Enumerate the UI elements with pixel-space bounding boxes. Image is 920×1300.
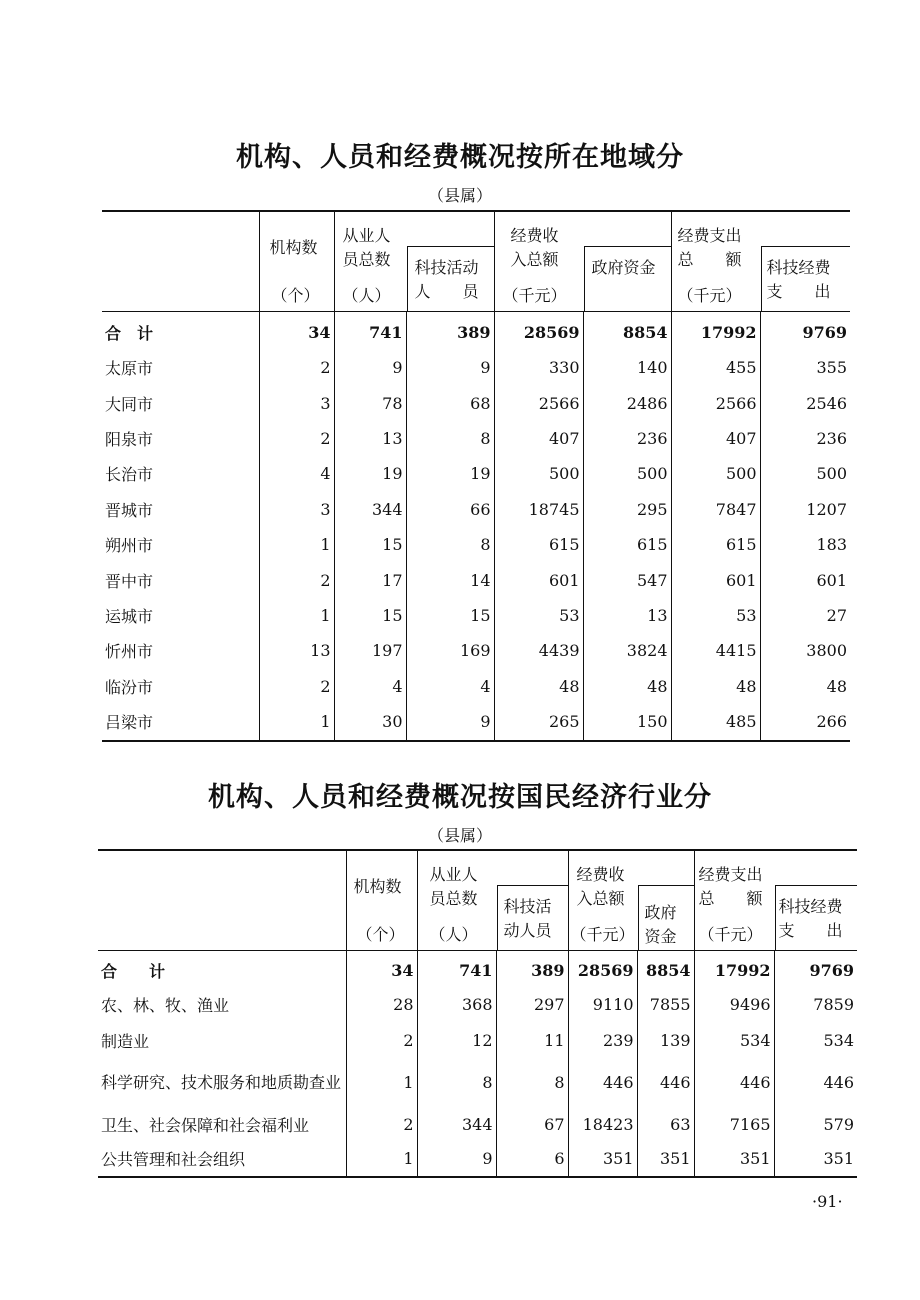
cell: 8854 (637, 950, 694, 987)
table-row (102, 562, 850, 597)
cell: 48 (583, 669, 671, 704)
cell: 2 (346, 1022, 417, 1058)
table2-header-expense-2: 总 额 (698, 889, 763, 908)
cell: 615 (494, 527, 583, 562)
table-row (102, 704, 850, 741)
cell: 351 (637, 1141, 694, 1177)
table1-header-sci-staff-2: 人 员 (414, 282, 479, 301)
cell: 30 (334, 704, 406, 741)
cell: 2 (346, 1107, 417, 1141)
table2-header-sci-staff-1: 科技活 (503, 897, 552, 916)
table1-header-income-unit: （千元） (502, 286, 567, 305)
cell: 7847 (671, 492, 760, 527)
cell: 601 (671, 562, 760, 597)
cell: 8 (406, 527, 494, 562)
page-number: ·91· (812, 1192, 843, 1211)
row-label: 运城市 (105, 606, 154, 626)
row-label: 卫生、社会保障和社会福利业 (101, 1115, 310, 1135)
table-row (98, 1107, 857, 1141)
cell: 17992 (671, 311, 760, 350)
cell: 500 (671, 456, 760, 491)
cell: 17 (334, 562, 406, 597)
cell: 53 (494, 598, 583, 633)
cell: 601 (760, 562, 850, 597)
table2-header-row (98, 850, 857, 950)
cell: 2546 (760, 385, 850, 420)
cell: 297 (496, 987, 568, 1022)
row-label: 晋城市 (105, 500, 154, 520)
cell: 9110 (568, 987, 637, 1022)
cell: 1207 (760, 492, 850, 527)
cell: 344 (417, 1107, 496, 1141)
cell: 236 (760, 421, 850, 456)
cell: 48 (494, 669, 583, 704)
cell: 500 (760, 456, 850, 491)
row-label: 临汾市 (105, 677, 154, 697)
cell: 236 (583, 421, 671, 456)
cell: 500 (494, 456, 583, 491)
table1-header-staff-total-unit: （人） (342, 286, 391, 305)
cell: 140 (583, 350, 671, 385)
cell: 8854 (583, 311, 671, 350)
cell: 455 (671, 350, 760, 385)
cell: 295 (583, 492, 671, 527)
cell: 330 (494, 350, 583, 385)
table-row (102, 633, 850, 668)
table-row (98, 950, 857, 987)
cell: 9 (417, 1141, 496, 1177)
row-label: 科学研究、技术服务和地质勘查业 (101, 1072, 342, 1092)
cell: 4415 (671, 633, 760, 668)
table1-header-institutions-unit: （个） (271, 286, 320, 305)
cell: 446 (774, 1058, 857, 1107)
cell: 53 (671, 598, 760, 633)
cell: 2 (259, 562, 334, 597)
cell: 12 (417, 1022, 496, 1058)
cell: 741 (417, 950, 496, 987)
cell: 446 (637, 1058, 694, 1107)
cell: 485 (671, 704, 760, 741)
cell: 14 (406, 562, 494, 597)
cell: 407 (671, 421, 760, 456)
cell: 9769 (774, 950, 857, 987)
table2-header-staff-total-unit: （人） (429, 925, 478, 944)
cell: 2566 (494, 385, 583, 420)
table2-header-institutions: 机构数 (353, 877, 402, 896)
table2 (98, 849, 857, 1178)
cell: 615 (583, 527, 671, 562)
cell: 4439 (494, 633, 583, 668)
cell: 15 (406, 598, 494, 633)
cell: 446 (694, 1058, 774, 1107)
cell: 355 (760, 350, 850, 385)
cell: 19 (334, 456, 406, 491)
cell: 3 (259, 385, 334, 420)
row-label: 公共管理和社会组织 (101, 1150, 246, 1169)
cell: 34 (259, 311, 334, 350)
table-row (98, 987, 857, 1022)
cell: 68 (406, 385, 494, 420)
cell: 17992 (694, 950, 774, 987)
table2-header-institutions-unit: （个） (356, 925, 405, 944)
table-row (102, 492, 850, 527)
row-label: 晋中市 (105, 571, 154, 591)
row-label: 合 计 (105, 324, 154, 344)
cell: 547 (583, 562, 671, 597)
cell: 2 (259, 350, 334, 385)
cell: 9 (406, 704, 494, 741)
table2-header-sci-expense-1: 科技经费 (778, 897, 843, 916)
table-row (98, 1058, 857, 1107)
cell: 34 (346, 950, 417, 987)
cell: 7165 (694, 1107, 774, 1141)
table1-header-sci-expense-2: 支 出 (766, 282, 831, 301)
row-label: 长治市 (105, 465, 154, 485)
table2-header-staff-total-1: 从业人 (429, 865, 478, 884)
cell: 1 (259, 527, 334, 562)
table-row (102, 598, 850, 633)
table2-header-income-1: 经费收 (576, 865, 625, 884)
cell: 1 (259, 598, 334, 633)
table1-header-expense-2: 总 额 (677, 250, 742, 269)
table2-title: 机构、人员和经费概况按国民经济行业分 (208, 782, 712, 813)
cell: 601 (494, 562, 583, 597)
cell: 150 (583, 704, 671, 741)
cell: 4 (259, 456, 334, 491)
table2-header-staff-total-2: 员总数 (429, 889, 478, 908)
table1-header-sci-staff-1: 科技活动 (414, 258, 479, 277)
cell: 407 (494, 421, 583, 456)
cell: 66 (406, 492, 494, 527)
table1-header-income-2: 入总额 (510, 250, 559, 269)
table-row (102, 527, 850, 562)
cell: 446 (568, 1058, 637, 1107)
cell: 351 (694, 1141, 774, 1177)
table-row (98, 1141, 857, 1177)
table2-header-gov-funds-2: 资金 (644, 927, 677, 946)
cell: 9 (334, 350, 406, 385)
cell: 2 (259, 669, 334, 704)
table2-body (98, 950, 857, 1177)
cell: 67 (496, 1107, 568, 1141)
cell: 139 (637, 1022, 694, 1058)
cell: 7855 (637, 987, 694, 1022)
cell: 615 (671, 527, 760, 562)
cell: 741 (334, 311, 406, 350)
table1 (102, 210, 850, 742)
cell: 266 (760, 704, 850, 741)
row-label: 太原市 (105, 359, 154, 379)
cell: 197 (334, 633, 406, 668)
cell: 18745 (494, 492, 583, 527)
cell: 15 (334, 527, 406, 562)
cell: 8 (496, 1058, 568, 1107)
table1-header-income-1: 经费收 (510, 226, 559, 245)
table1-header-gov-funds: 政府资金 (591, 258, 656, 277)
cell: 13 (583, 598, 671, 633)
table1-header-staff-total-1: 从业人 (342, 226, 391, 245)
table2-header-expense-unit: （千元） (698, 925, 763, 944)
table1-header-institutions: 机构数 (269, 238, 318, 257)
table2-header-sci-expense-2: 支 出 (778, 921, 843, 940)
cell: 169 (406, 633, 494, 668)
cell: 3800 (760, 633, 850, 668)
cell: 534 (694, 1022, 774, 1058)
table2-header-expense-1: 经费支出 (698, 865, 763, 884)
cell: 28569 (494, 311, 583, 350)
table-row (102, 421, 850, 456)
cell: 389 (406, 311, 494, 350)
cell: 239 (568, 1022, 637, 1058)
cell: 9496 (694, 987, 774, 1022)
cell: 368 (417, 987, 496, 1022)
cell: 4 (334, 669, 406, 704)
cell: 265 (494, 704, 583, 741)
table1-header-expense-unit: （千元） (677, 286, 742, 305)
cell: 2566 (671, 385, 760, 420)
cell: 344 (334, 492, 406, 527)
table-row (102, 385, 850, 420)
row-label: 忻州市 (105, 642, 154, 662)
cell: 63 (637, 1107, 694, 1141)
cell: 2 (259, 421, 334, 456)
row-label: 朔州市 (105, 536, 154, 556)
cell: 2486 (583, 385, 671, 420)
table2-header-income-unit: （千元） (570, 925, 635, 944)
table2-header-gov-funds-1: 政府 (644, 903, 677, 922)
cell: 13 (259, 633, 334, 668)
table2-subtitle: （县属） (427, 826, 492, 845)
cell: 500 (583, 456, 671, 491)
table2-header-income-2: 入总额 (576, 889, 625, 908)
row-label: 合 计 (101, 962, 166, 982)
cell: 18423 (568, 1107, 637, 1141)
row-label: 阳泉市 (105, 429, 154, 449)
cell: 579 (774, 1107, 857, 1141)
cell: 19 (406, 456, 494, 491)
row-label: 大同市 (105, 394, 154, 414)
table1-header-row (102, 211, 850, 311)
cell: 183 (760, 527, 850, 562)
table-row (98, 1022, 857, 1058)
row-label: 吕梁市 (105, 713, 154, 733)
cell: 3 (259, 492, 334, 527)
cell: 9 (406, 350, 494, 385)
table-row (102, 311, 850, 350)
table1-header-sci-expense-1: 科技经费 (766, 258, 831, 277)
cell: 1 (346, 1058, 417, 1107)
row-label: 农、林、牧、渔业 (101, 996, 230, 1015)
cell: 3824 (583, 633, 671, 668)
table2-header-sci-staff-2: 动人员 (503, 921, 552, 940)
cell: 534 (774, 1022, 857, 1058)
cell: 8 (417, 1058, 496, 1107)
cell: 28569 (568, 950, 637, 987)
cell: 9769 (760, 311, 850, 350)
table1-title: 机构、人员和经费概况按所在地域分 (236, 142, 684, 173)
cell: 389 (496, 950, 568, 987)
cell: 11 (496, 1022, 568, 1058)
table1-body (102, 311, 850, 741)
cell: 28 (346, 987, 417, 1022)
row-label: 制造业 (101, 1031, 150, 1051)
cell: 27 (760, 598, 850, 633)
cell: 4 (406, 669, 494, 704)
cell: 48 (760, 669, 850, 704)
cell: 78 (334, 385, 406, 420)
cell: 13 (334, 421, 406, 456)
cell: 7859 (774, 987, 857, 1022)
table1-header-expense-1: 经费支出 (677, 226, 742, 245)
cell: 6 (496, 1141, 568, 1177)
cell: 351 (774, 1141, 857, 1177)
cell: 48 (671, 669, 760, 704)
cell: 8 (406, 421, 494, 456)
cell: 1 (346, 1141, 417, 1177)
cell: 15 (334, 598, 406, 633)
table1-subtitle: （县属） (427, 186, 492, 205)
table1-header-staff-total-2: 员总数 (342, 250, 391, 269)
table-row (102, 350, 850, 385)
table-row (102, 456, 850, 491)
cell: 351 (568, 1141, 637, 1177)
cell: 1 (259, 704, 334, 741)
table-row (102, 669, 850, 704)
